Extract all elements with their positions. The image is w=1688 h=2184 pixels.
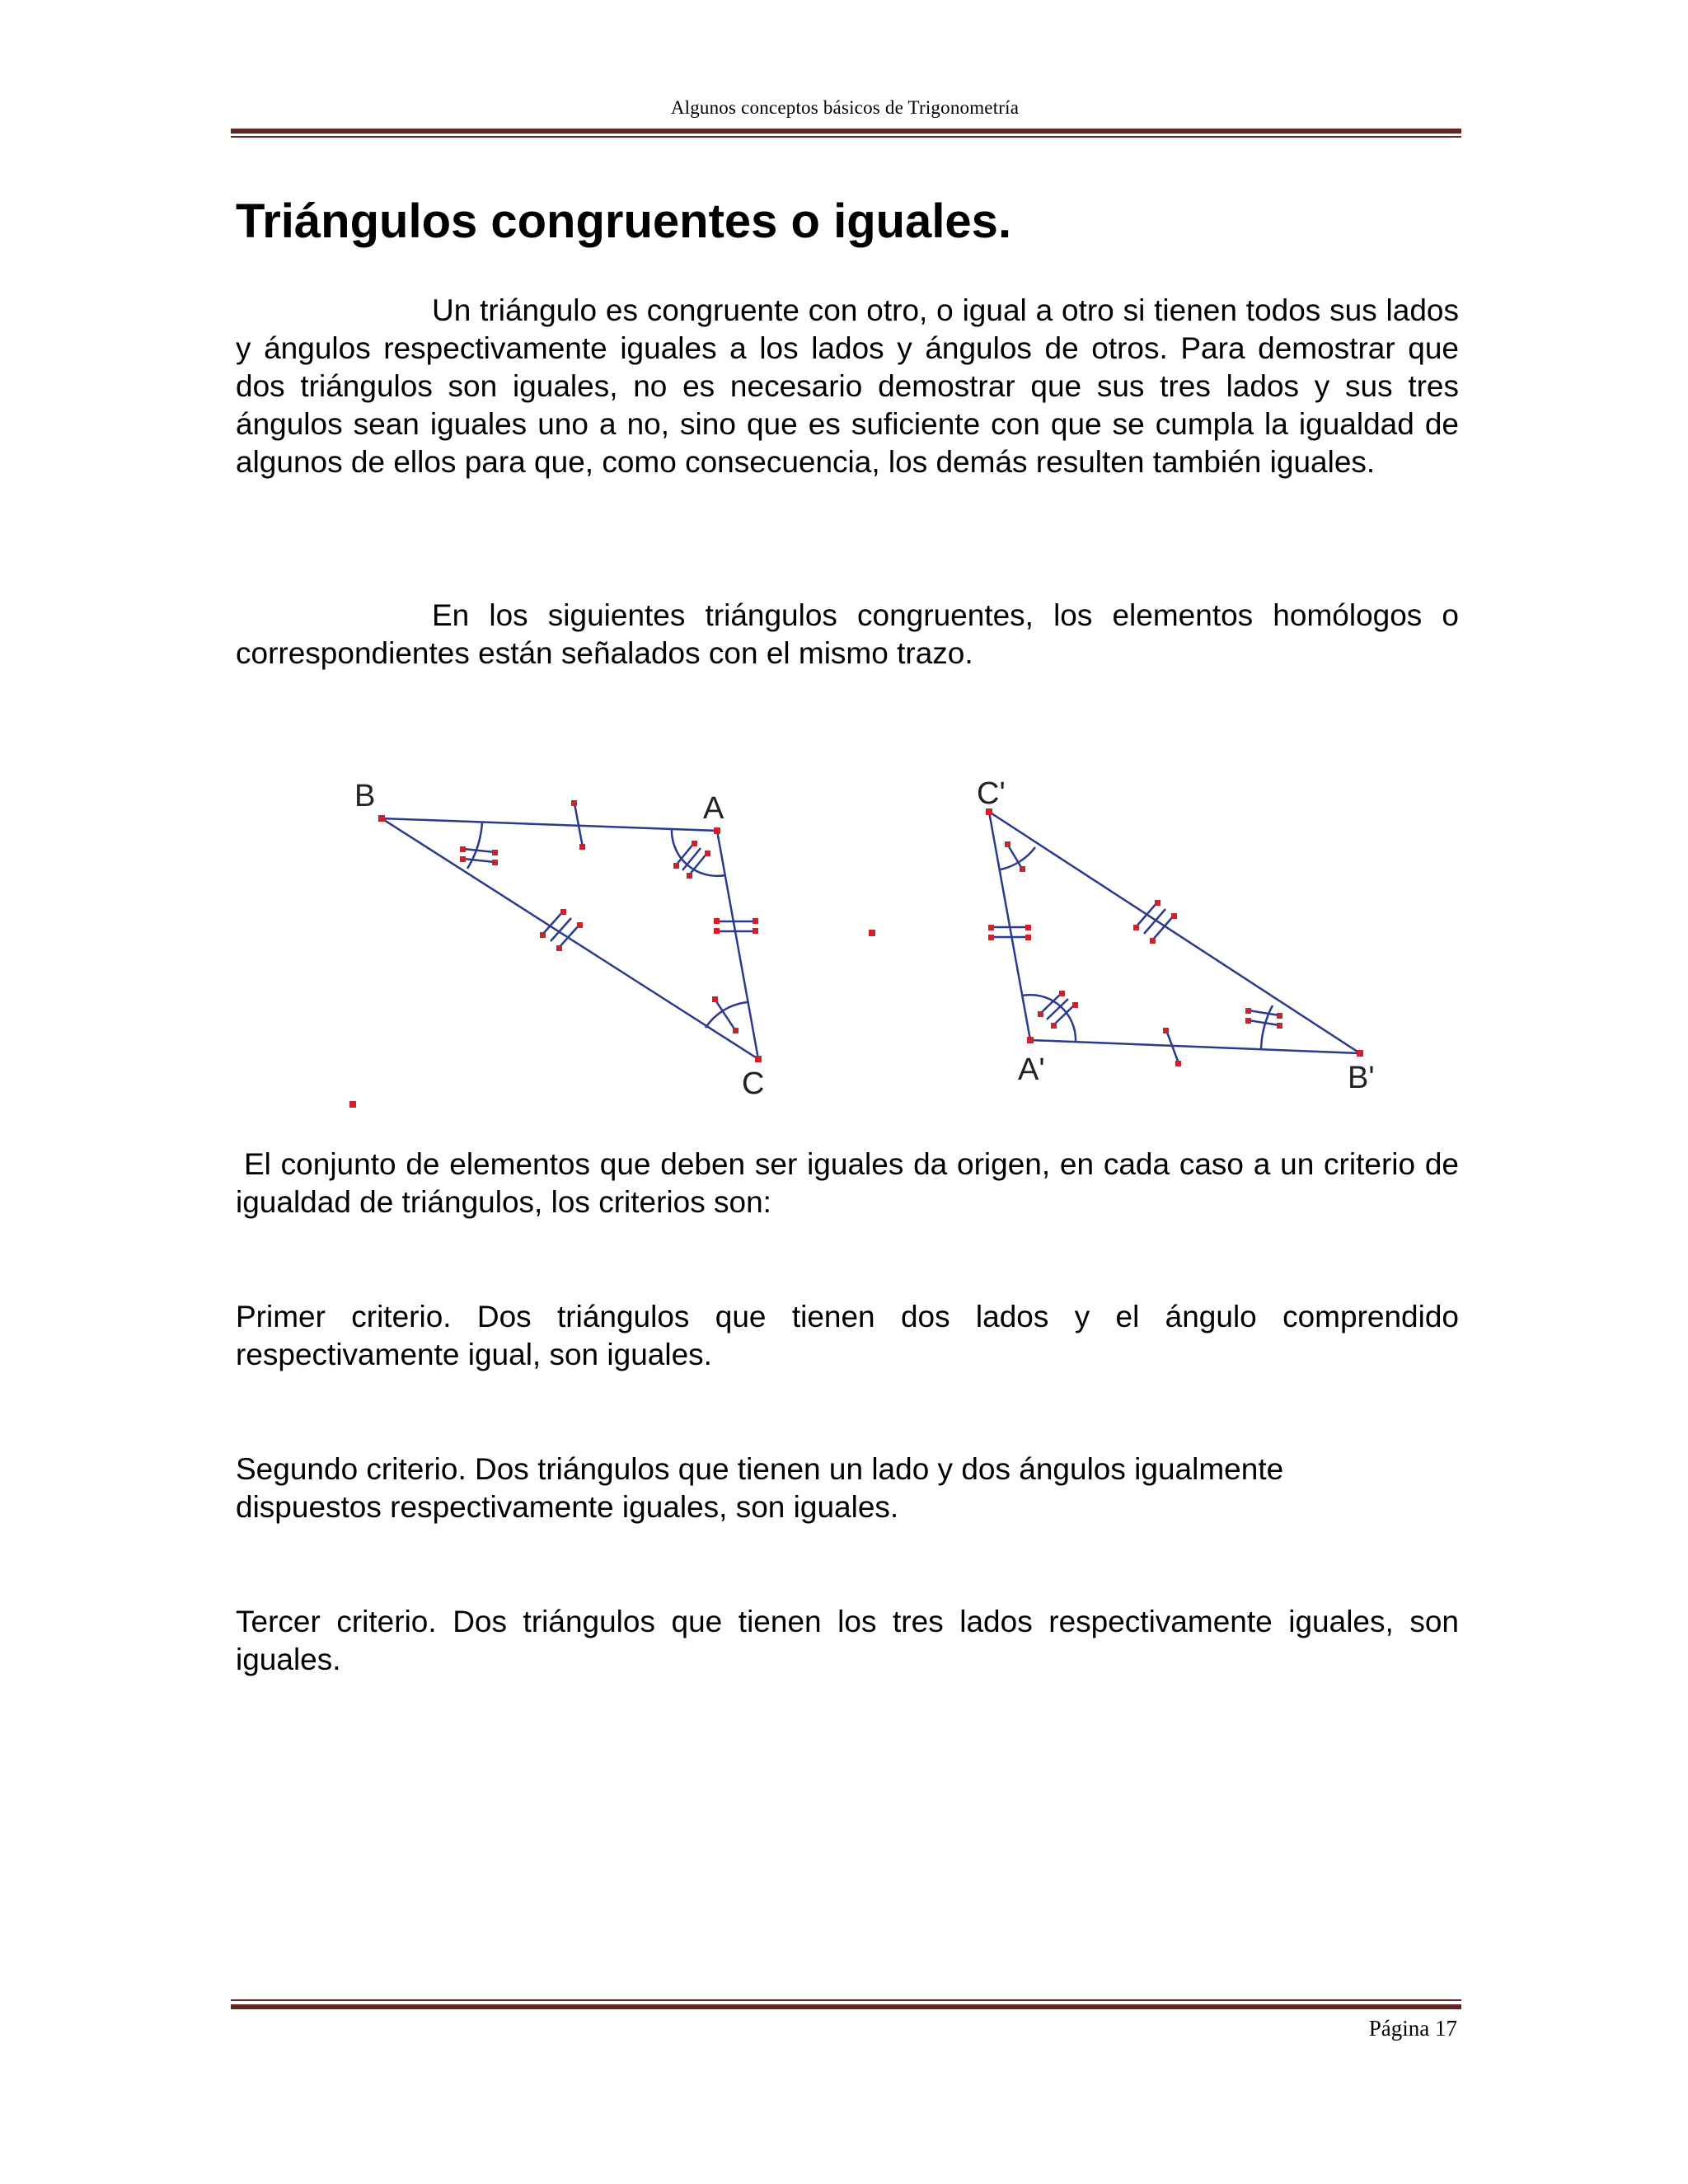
point-mark-20 [733, 1028, 738, 1033]
criterion-first: Primer criterio. Dos triángulos que tienen dos lados y el ángulo comprendido respectivamente igual, son iguales. [236, 1300, 1459, 1371]
point-a [714, 827, 720, 834]
point-mark-8 [560, 909, 566, 915]
label-vertex-a: A [703, 791, 724, 826]
point-c [755, 1056, 762, 1062]
triangle-abc [382, 804, 758, 1059]
running-header: Algunos conceptos básicos de Trigonometría [670, 97, 1020, 118]
point-b-prime [1357, 1050, 1363, 1057]
point-mark-16 [692, 841, 697, 846]
tick-angle-b-prime-1 [1249, 1010, 1279, 1015]
point-mark-13 [460, 856, 466, 862]
stray-point-center [869, 930, 875, 936]
header-rule-thin [231, 136, 1461, 138]
triangle-prime-outline [989, 812, 1360, 1053]
tick-angle-b-1 [463, 849, 495, 852]
page-title: Triángulos congruentes o iguales. [236, 194, 1012, 248]
arc-angle-c [706, 1002, 748, 1028]
point-mark-18 [705, 851, 710, 856]
triangle-a-prime-b-prime-c-prime [989, 812, 1360, 1063]
point-mark-25 [988, 935, 994, 940]
point-mark-2 [579, 844, 585, 850]
point-mark-31 [1005, 841, 1010, 847]
point-mark-1 [571, 800, 577, 806]
label-vertex-c: C [742, 1066, 765, 1101]
triangle-abc-labels [354, 779, 764, 1101]
point-mark-40 [1277, 1023, 1282, 1029]
page-number: Página 17 [1368, 2016, 1457, 2041]
point-mark-7 [540, 932, 546, 938]
point-mark-5 [714, 928, 720, 934]
point-mark-27 [1133, 925, 1139, 930]
point-mark-23 [988, 925, 994, 930]
point-mark-12 [492, 850, 498, 855]
arc-angle-b [467, 823, 482, 869]
point-mark-30 [1171, 913, 1177, 919]
point-mark-34 [1059, 991, 1065, 996]
footer-rule-thin [231, 1999, 1461, 2001]
point-mark-32 [1020, 866, 1025, 872]
label-vertex-c-prime: C' [977, 776, 1006, 811]
congruent-triangles-figure [321, 758, 1418, 1113]
label-vertex-b-prime: B' [1348, 1061, 1375, 1095]
point-mark-6 [753, 928, 758, 934]
point-mark-19 [712, 996, 718, 1002]
point-a-prime [1027, 1037, 1034, 1043]
point-mark-26 [1025, 935, 1031, 940]
point-mark-28 [1155, 900, 1160, 906]
point-mark-3 [714, 918, 720, 924]
header-rule-thick [231, 129, 1461, 134]
point-mark-29 [1150, 938, 1156, 944]
label-vertex-b: B [354, 779, 376, 813]
point-mark-10 [577, 922, 583, 928]
criterion-third: Tercer criterio. Dos triángulos que tienen los tres lados respectivamente iguales, son iguales. [236, 1605, 1459, 1676]
point-mark-14 [492, 860, 498, 865]
point-mark-11 [460, 846, 466, 852]
triangle-abc-points [349, 800, 875, 1108]
label-vertex-a-prime: A' [1018, 1052, 1045, 1087]
triangle-prime-labels [977, 776, 1375, 1095]
point-mark-15 [673, 863, 679, 869]
triangle-abc-outline [382, 818, 758, 1059]
point-b [378, 815, 385, 822]
tick-angle-a-prime-2 [1047, 999, 1068, 1019]
stray-point-left [349, 1101, 356, 1108]
criteria-intro-paragraph: El conjunto de elementos que deben ser iguales da origen, en cada caso a un criterio de igualdad de triángulos, los criterios son: [236, 1147, 1459, 1219]
point-mark-35 [1051, 1023, 1057, 1029]
point-mark-24 [1025, 925, 1031, 930]
figure-intro-paragraph: En los siguientes triángulos congruentes, los elementos homólogos o correspondientes están señalados con el mismo trazo. [236, 598, 1459, 670]
tick-angle-b-2 [463, 859, 495, 862]
point-mark-37 [1245, 1008, 1251, 1014]
point-mark-21 [1163, 1028, 1169, 1033]
point-mark-38 [1277, 1013, 1282, 1019]
point-mark-17 [687, 873, 692, 879]
point-mark-36 [1072, 1002, 1078, 1008]
footer-rule-thick [231, 2004, 1461, 2009]
point-mark-9 [556, 945, 562, 951]
intro-paragraph: Un triángulo es congruente con otro, o igual a otro si tienen todos sus lados y ángulos respectivamente iguales a los lados y ángulos de otros. Para demostrar que dos triángulos son iguales, no es necesario demostrar que sus tres lados y sus tres ángulos sean iguales uno a no, sino que es suficiente con que se cumpla la igualdad de algunos de ellos para que, como consecuencia, los demás resulten también iguales. [236, 293, 1459, 479]
criterion-second: Segundo criterio. Dos triángulos que tienen un lado y dos ángulos igualmente dispuestos respectivamente iguales, son iguales. [236, 1452, 1284, 1524]
point-mark-22 [1175, 1061, 1181, 1066]
point-mark-33 [1038, 1011, 1043, 1017]
point-mark-39 [1245, 1018, 1251, 1024]
point-mark-4 [753, 918, 758, 924]
arc-angle-c-prime [1001, 847, 1035, 869]
